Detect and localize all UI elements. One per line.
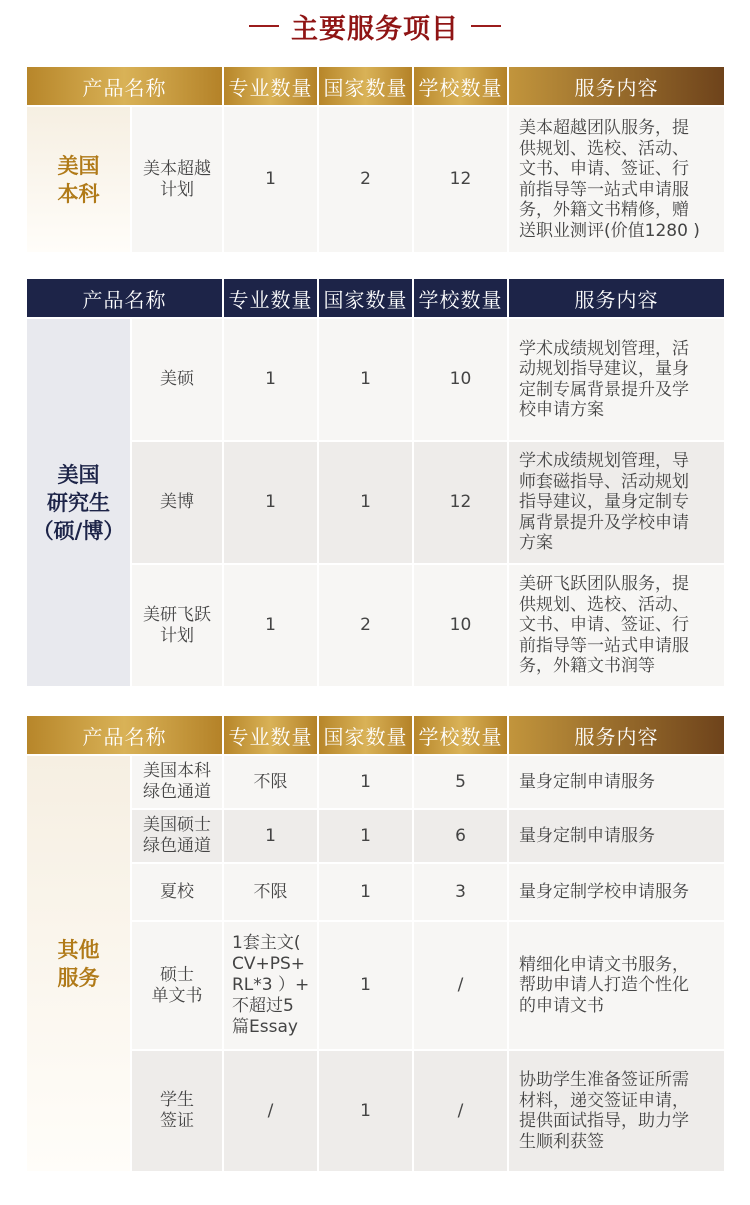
- header-majors: 专业数量: [224, 716, 317, 754]
- header-services: 服务内容: [509, 716, 724, 754]
- service-content: 学术成绩规划管理，活 动规划指导建议，量身 定制专属背景提升及学 校申请方案: [509, 319, 724, 440]
- table-row: [27, 565, 724, 686]
- table-header: [27, 716, 724, 754]
- title-dash-left: [249, 25, 279, 27]
- product-name: 美本超越 计划: [132, 107, 222, 252]
- header-countries: 国家数量: [319, 716, 412, 754]
- schools-count: 10: [414, 319, 507, 440]
- countries-count: 2: [319, 565, 412, 686]
- majors-count: 1: [224, 107, 317, 252]
- schools-count: 5: [414, 756, 507, 808]
- service-content: 学术成绩规划管理，导 师套磁指导、活动规划 指导建议，量身定制专 属背景提升及学校申请 方案: [509, 442, 724, 563]
- majors-count: 1套主文( CV+PS+ RL*3 ）+ 不超过5 篇Essay: [224, 922, 317, 1049]
- header-schools: 学校数量: [414, 279, 507, 317]
- majors-count: 1: [224, 565, 317, 686]
- table-row: [27, 1051, 724, 1171]
- undergrad-table: [25, 65, 726, 254]
- table-header: [27, 279, 724, 317]
- header-schools: 学校数量: [414, 716, 507, 754]
- countries-count: 1: [319, 756, 412, 808]
- product-name: 夏校: [132, 864, 222, 920]
- header-services: 服务内容: [509, 279, 724, 317]
- table-row: [27, 442, 724, 563]
- product-name: 美博: [132, 442, 222, 563]
- schools-count: 12: [414, 442, 507, 563]
- service-content: 美本超越团队服务，提 供规划、选校、活动、 文书、申请、签证、行 前指导等一站式申请服 务，外籍文书精修，赠 送职业测评(价值1280 ): [509, 107, 724, 252]
- countries-count: 1: [319, 922, 412, 1049]
- product-name: 美研飞跃 计划: [132, 565, 222, 686]
- majors-count: 1: [224, 810, 317, 862]
- table-row: [27, 922, 724, 1049]
- service-content: 量身定制申请服务: [509, 756, 724, 808]
- product-name: 美国硕士 绿色通道: [132, 810, 222, 862]
- majors-count: 不限: [224, 756, 317, 808]
- service-content: 量身定制申请服务: [509, 810, 724, 862]
- section-title: [0, 0, 750, 52]
- table-header: [27, 67, 724, 105]
- service-content: 量身定制学校申请服务: [509, 864, 724, 920]
- majors-count: 1: [224, 319, 317, 440]
- page-title: 主要服务项目: [291, 13, 459, 45]
- table-row: [27, 319, 724, 440]
- product-name: 学生 签证: [132, 1051, 222, 1171]
- product-name: 美硕: [132, 319, 222, 440]
- header-product-name: 产品名称: [27, 279, 222, 317]
- schools-count: 6: [414, 810, 507, 862]
- other-services-table: [25, 714, 726, 1173]
- majors-count: /: [224, 1051, 317, 1171]
- service-content: 精细化申请文书服务， 帮助申请人打造个性化 的申请文书: [509, 922, 724, 1049]
- service-content: 协助学生准备签证所需 材料，递交签证申请， 提供面试指导，助力学 生顺利获签: [509, 1051, 724, 1171]
- schools-count: /: [414, 922, 507, 1049]
- header-product-name: 产品名称: [27, 67, 222, 105]
- schools-count: 12: [414, 107, 507, 252]
- table-row: [27, 107, 724, 252]
- countries-count: 1: [319, 1051, 412, 1171]
- table-row: [27, 756, 724, 808]
- header-services: 服务内容: [509, 67, 724, 105]
- countries-count: 1: [319, 864, 412, 920]
- header-majors: 专业数量: [224, 67, 317, 105]
- title-dash-right: [471, 25, 501, 27]
- category-label: 美国 研究生 （硕/博）: [27, 319, 130, 686]
- countries-count: 1: [319, 810, 412, 862]
- schools-count: /: [414, 1051, 507, 1171]
- countries-count: 1: [319, 442, 412, 563]
- header-countries: 国家数量: [319, 279, 412, 317]
- category-label: 其他 服务: [27, 756, 130, 1171]
- graduate-table: [25, 277, 726, 688]
- product-name: 硕士 单文书: [132, 922, 222, 1049]
- countries-count: 2: [319, 107, 412, 252]
- majors-count: 不限: [224, 864, 317, 920]
- schools-count: 10: [414, 565, 507, 686]
- header-majors: 专业数量: [224, 279, 317, 317]
- header-countries: 国家数量: [319, 67, 412, 105]
- product-name: 美国本科 绿色通道: [132, 756, 222, 808]
- header-product-name: 产品名称: [27, 716, 222, 754]
- category-label: 美国 本科: [27, 107, 130, 252]
- majors-count: 1: [224, 442, 317, 563]
- table-row: [27, 864, 724, 920]
- service-content: 美研飞跃团队服务，提 供规划、选校、活动、 文书、申请、签证、行 前指导等一站式申请服 务，外籍文书润等: [509, 565, 724, 686]
- countries-count: 1: [319, 319, 412, 440]
- table-row: [27, 810, 724, 862]
- schools-count: 3: [414, 864, 507, 920]
- header-schools: 学校数量: [414, 67, 507, 105]
